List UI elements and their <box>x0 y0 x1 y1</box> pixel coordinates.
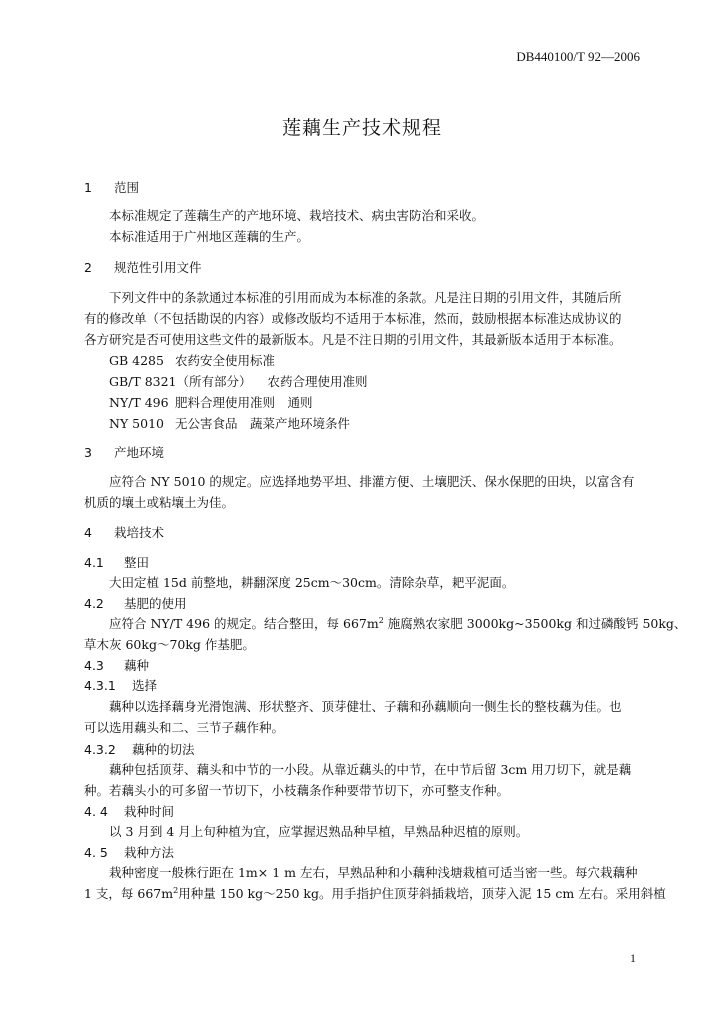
section-title: 栽种时间 <box>124 804 175 819</box>
section-title: 产地环境 <box>114 445 165 460</box>
subsection-4-2-heading <box>84 594 187 612</box>
paragraph-line: 栽种密度一般株行距在 1m× 1 m 左右，早熟品种和小藕种浅塘栽植可适当密一些。每穴栽藕种 <box>109 865 638 880</box>
paragraph-line <box>109 614 686 632</box>
text-segment: 用种量 150 kg～250 kg。用手指护住顶芽斜插栽培，顶芽入泥 15 cm 左右。采用斜植 <box>178 886 666 901</box>
section-title: 藕种 <box>124 658 150 673</box>
reference-item <box>109 372 368 390</box>
paragraph-line: 机质的壤土或粘壤土为佳。 <box>84 495 235 510</box>
reference-code: GB/T 8321（所有部分） <box>109 374 252 389</box>
reference-code: NY 5010 <box>109 416 164 431</box>
section-number: 4.3 <box>84 658 104 673</box>
paragraph-line: 本标准规定了莲藕生产的产地环境、栽培技术、病虫害防治和采收。 <box>109 208 485 223</box>
paragraph-line: 可以选用藕头和二、三节子藕作种。 <box>84 720 285 735</box>
paragraph-line: 藕种以选择藕身光滑饱满、形状整齐、顶芽健壮、子藕和孙藕顺向一侧生长的整枝藕为佳。也 <box>109 699 622 714</box>
subsection-4-3-heading <box>84 656 149 674</box>
reference-item <box>109 393 313 411</box>
paragraph-line: 应符合 NY 5010 的规定。应选择地势平坦、排灌方便、土壤肥沃、保水保肥的田块，以富含有 <box>109 474 635 489</box>
paragraph-line: 种。若藕头小的可多留一节切下，小枝藕条作种要带节切下，亦可整支作种。 <box>84 783 510 798</box>
section-number: 4.3.2 <box>84 742 116 757</box>
section-title: 栽培技术 <box>114 525 165 540</box>
superscript: 2 <box>173 885 179 895</box>
superscript: 2 <box>378 615 384 625</box>
reference-name: 农药安全使用标准 <box>175 353 276 368</box>
section-title: 规范性引用文件 <box>114 260 202 275</box>
section-2-heading <box>84 258 202 276</box>
section-title: 选择 <box>132 678 158 693</box>
page-number: 1 <box>630 951 636 965</box>
section-title: 栽种方法 <box>124 845 175 860</box>
paragraph-line: 藕种包括顶芽、藕头和中节的一小段。从靠近藕头的中节，在中节后留 3cm 用刀切下，就是藕 <box>109 762 632 777</box>
reference-item <box>109 414 350 432</box>
subsection-4-3-2-heading <box>84 740 195 758</box>
reference-name: 农药合理使用准则 <box>267 374 368 389</box>
reference-code: GB 4285 <box>109 353 164 368</box>
text-segment: 施腐熟农家肥 3000kg~3500kg 和过磷酸钙 50kg、 <box>383 616 687 631</box>
section-3-heading <box>84 443 164 461</box>
section-number: 2 <box>84 260 92 275</box>
paragraph-line: 大田定植 15d 前整地，耕翻深度 25cm～30cm。清除杂草，耙平泥面。 <box>109 575 515 590</box>
subsection-4-4-heading <box>84 802 174 820</box>
section-number: 3 <box>84 445 92 460</box>
section-title: 范围 <box>114 180 140 195</box>
paragraph-line <box>84 884 666 902</box>
section-number: 1 <box>84 180 92 195</box>
section-number: 4. 5 <box>84 845 108 860</box>
text-segment: 1 支，每 667m <box>84 886 174 901</box>
reference-name: 无公害食品 蔬菜产地环境条件 <box>175 416 351 431</box>
standard-code: DB440100/T 92—2006 <box>516 49 640 64</box>
section-number: 4.1 <box>84 555 104 570</box>
section-title: 基肥的使用 <box>124 596 187 611</box>
subsection-4-3-1-heading <box>84 676 157 694</box>
paragraph-line: 以 3 月到 4 月上旬种植为宜，应掌握迟熟品种早植，早熟品种迟植的原则。 <box>109 824 529 839</box>
section-number: 4.3.1 <box>84 678 116 693</box>
paragraph-line: 有的修改单（不包括勘误的内容）或修改版均不适用于本标准，然而，鼓励根据本标准达成协议的 <box>84 311 622 326</box>
section-title: 藕种的切法 <box>132 742 195 757</box>
section-1-heading <box>84 178 139 196</box>
reference-code: NY/T 496 <box>109 395 169 410</box>
paragraph-line: 下列文件中的条款通过本标准的引用而成为本标准的条款。凡是注日期的引用文件，其随后所 <box>109 290 622 305</box>
paragraph-line: 草木灰 60kg～70kg 作基肥。 <box>84 637 255 652</box>
section-4-heading <box>84 523 164 541</box>
text-segment: 应符合 NY/T 496 的规定。结合整田，每 667m <box>109 616 379 631</box>
paragraph-line: 本标准适用于广州地区莲藕的生产。 <box>109 229 310 244</box>
subsection-4-5-heading <box>84 843 174 861</box>
document-title: 莲藕生产技术规程 <box>281 117 442 139</box>
reference-name: 肥料合理使用准则 通则 <box>175 395 313 410</box>
subsection-4-1-heading <box>84 553 149 571</box>
section-title: 整田 <box>124 555 150 570</box>
paragraph-line: 各方研究是否可使用这些文件的最新版本。凡是不注日期的引用文件，其最新版本适用于本标准。 <box>84 332 622 347</box>
section-number: 4. 4 <box>84 804 108 819</box>
reference-item <box>109 351 275 369</box>
section-number: 4.2 <box>84 596 104 611</box>
section-number: 4 <box>84 525 92 540</box>
